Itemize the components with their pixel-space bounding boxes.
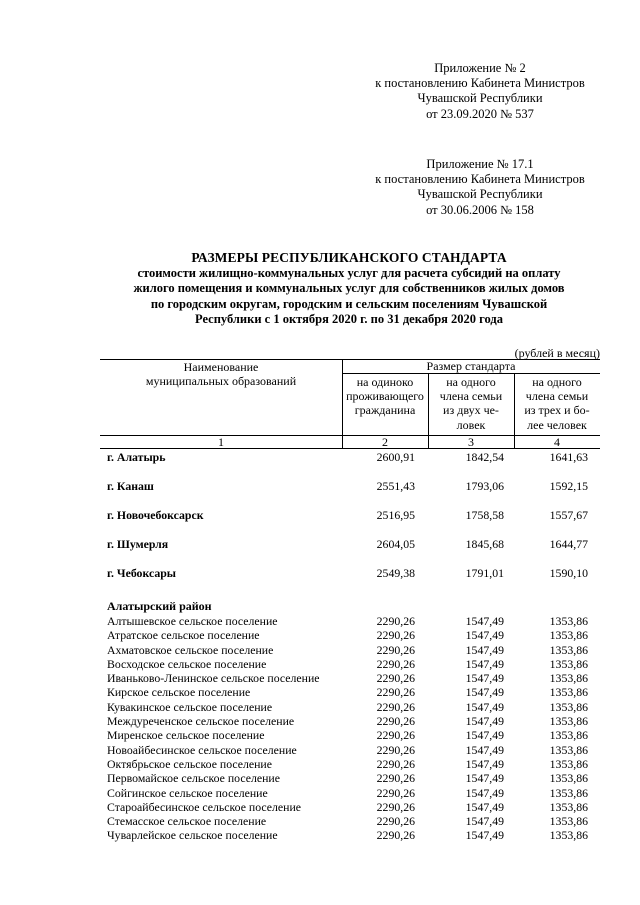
table-row: [100, 628, 600, 642]
row-name: г. Шумерля: [107, 537, 169, 551]
row-name: Сойгинское сельское поселение: [107, 785, 268, 800]
value-two-person: 1842,54: [465, 450, 504, 464]
appendix-note-current: [340, 61, 620, 122]
table-row: [100, 685, 600, 699]
value-two-person: 1547,49: [465, 685, 504, 700]
table-row: [100, 657, 600, 671]
value-three-plus: 1353,86: [549, 642, 588, 657]
row-name: Кувакинское сельское поселение: [107, 699, 273, 714]
appendix-reference: к постановлению Кабинета Министров: [375, 76, 585, 91]
row-name: Первомайское сельское поселение: [107, 771, 280, 786]
value-single: 2290,26: [376, 714, 415, 729]
column-number: 1: [218, 435, 224, 449]
value-three-plus: 1353,86: [549, 756, 588, 771]
table-row: [100, 786, 600, 800]
title-sub-line: стоимости жилищно-коммунальных услуг для расчета субсидий на оплату: [137, 266, 561, 280]
table-header: [100, 359, 600, 450]
value-two-person: 1547,49: [465, 614, 504, 628]
units-note: (рублей в месяц): [514, 346, 600, 360]
appendix-note-original: [340, 157, 620, 218]
value-two-person: 1793,06: [465, 479, 504, 493]
value-single: 2290,26: [376, 614, 415, 628]
row-name: Атратское сельское поселение: [107, 628, 260, 643]
table-row: [100, 643, 600, 657]
value-three-plus: 1353,86: [549, 614, 588, 628]
value-single: 2290,26: [376, 656, 415, 671]
value-three-plus: 1592,15: [549, 479, 588, 493]
value-two-person: 1547,49: [465, 714, 504, 729]
appendix-date: от 30.06.2006 № 158: [426, 202, 534, 217]
city-row: [100, 566, 600, 595]
value-single: 2604,05: [376, 537, 415, 551]
value-two-person: 1845,68: [465, 537, 504, 551]
title-main: РАЗМЕРЫ РЕСПУБЛИКАНСКОГО СТАНДАРТА: [191, 250, 507, 265]
row-name: г. Чебоксары: [107, 566, 177, 580]
row-name: Междуреченское сельское поселение: [107, 714, 295, 729]
value-three-plus: 1353,86: [549, 785, 588, 800]
value-single: 2290,26: [376, 771, 415, 786]
table-row: [100, 800, 600, 814]
value-three-plus: 1353,86: [549, 628, 588, 643]
row-name: Староайбесинское сельское поселение: [107, 799, 302, 814]
row-name: Стемасское сельское поселение: [107, 814, 267, 829]
row-name: г. Канаш: [107, 479, 154, 493]
value-three-plus: 1353,86: [549, 656, 588, 671]
row-name: Алтышевское сельское поселение: [107, 614, 278, 628]
table-row: [100, 814, 600, 828]
value-single: 2549,38: [376, 566, 415, 580]
row-name: Новоайбесинское сельское поселение: [107, 742, 297, 757]
value-single: 2600,91: [376, 450, 415, 464]
table-row: [100, 757, 600, 771]
appendix-number: Приложение № 2: [434, 61, 526, 75]
title-subtitle: [96, 266, 602, 328]
table-body: [100, 450, 600, 843]
row-name: Восходское сельское поселение: [107, 656, 267, 671]
header-single-resident: на одиноко проживающего гражданина: [346, 375, 424, 418]
value-two-person: 1791,01: [465, 566, 504, 580]
header-standard-group: Размер стандарта: [426, 359, 516, 373]
value-single: 2290,26: [376, 699, 415, 714]
value-two-person: 1547,49: [465, 728, 504, 743]
value-three-plus: 1353,86: [549, 728, 588, 743]
row-name: Миренское сельское поселение: [107, 728, 265, 743]
value-single: 2290,26: [376, 642, 415, 657]
appendix-date: от 23.09.2020 № 537: [426, 106, 534, 121]
table-row: [100, 743, 600, 757]
value-three-plus: 1590,10: [549, 566, 588, 580]
value-two-person: 1547,49: [465, 671, 504, 686]
table-row: [100, 700, 600, 714]
appendix-authority: Чувашской Республики: [417, 91, 543, 106]
column-number: 2: [382, 435, 388, 449]
value-two-person: 1547,49: [465, 628, 504, 643]
appendix-number: Приложение № 17.1: [426, 157, 534, 171]
district-heading: Алатырский район: [107, 599, 212, 613]
row-name: Чуварлейское сельское поселение: [107, 828, 278, 843]
title-sub-line: жилого помещения и коммунальных услуг для собственников жилых домов: [133, 281, 565, 296]
table-row: [100, 828, 600, 842]
value-two-person: 1547,49: [465, 656, 504, 671]
value-single: 2551,43: [376, 479, 415, 493]
appendix-authority: Чувашской Республики: [417, 187, 543, 202]
value-single: 2290,26: [376, 799, 415, 814]
value-single: 2290,26: [376, 828, 415, 843]
value-two-person: 1547,49: [465, 756, 504, 771]
row-name: Ахматовское сельское поселение: [107, 642, 274, 657]
value-single: 2290,26: [376, 628, 415, 643]
document-title: [96, 249, 602, 328]
column-number: 4: [554, 435, 560, 449]
row-name: г. Алатырь: [107, 450, 166, 464]
value-three-plus: 1353,86: [549, 742, 588, 757]
value-three-plus: 1353,86: [549, 771, 588, 786]
appendix-reference: к постановлению Кабинета Министров: [375, 172, 585, 187]
table-row: [100, 671, 600, 685]
city-row: [100, 450, 600, 479]
value-two-person: 1547,49: [465, 814, 504, 829]
header-name-column: Наименование муниципальных образований: [145, 360, 297, 389]
value-three-plus: 1353,86: [549, 799, 588, 814]
title-sub-line: Республики с 1 октября 2020 г. по 31 декабря 2020 года: [194, 312, 504, 327]
value-single: 2290,26: [376, 728, 415, 743]
header-three-plus-family: на одного члена семьи из трех и бо- лее человек: [524, 375, 590, 432]
value-single: 2290,26: [376, 742, 415, 757]
row-name: Кирское сельское поселение: [107, 685, 251, 700]
row-name: г. Новочебоксарск: [107, 508, 204, 522]
standards-table: [100, 359, 600, 843]
value-two-person: 1547,49: [465, 785, 504, 800]
value-three-plus: 1353,86: [549, 699, 588, 714]
value-single: 2290,26: [376, 814, 415, 829]
value-two-person: 1547,49: [465, 699, 504, 714]
header-two-person-family: на одного члена семьи из двух че- ловек: [439, 375, 503, 432]
value-two-person: 1547,49: [465, 642, 504, 657]
city-row: [100, 537, 600, 566]
value-single: 2290,26: [376, 785, 415, 800]
row-name: Иваньково-Ленинское сельское поселение: [107, 671, 320, 686]
row-name: Октябрьское сельское поселение: [107, 756, 272, 771]
table-row: [100, 614, 600, 628]
value-two-person: 1547,49: [465, 771, 504, 786]
table-row: [100, 714, 600, 728]
title-sub-line: по городским округам, городским и сельским поселениям Чувашской: [150, 296, 548, 311]
city-row: [100, 508, 600, 537]
value-two-person: 1547,49: [465, 828, 504, 843]
value-two-person: 1758,58: [465, 508, 504, 522]
value-single: 2290,26: [376, 756, 415, 771]
value-single: 2290,26: [376, 671, 415, 686]
value-three-plus: 1353,86: [549, 814, 588, 829]
value-three-plus: 1353,86: [549, 671, 588, 686]
value-three-plus: 1353,86: [549, 714, 588, 729]
value-two-person: 1547,49: [465, 742, 504, 757]
value-single: 2290,26: [376, 685, 415, 700]
value-three-plus: 1644,77: [549, 537, 588, 551]
value-three-plus: 1557,67: [549, 508, 588, 522]
value-single: 2516,95: [376, 508, 415, 522]
column-number: 3: [468, 435, 474, 449]
city-row: [100, 479, 600, 508]
value-three-plus: 1353,86: [549, 685, 588, 700]
table-row: [100, 728, 600, 742]
value-three-plus: 1641,63: [549, 450, 588, 464]
value-two-person: 1547,49: [465, 799, 504, 814]
value-three-plus: 1353,86: [549, 828, 588, 843]
table-row: [100, 771, 600, 785]
